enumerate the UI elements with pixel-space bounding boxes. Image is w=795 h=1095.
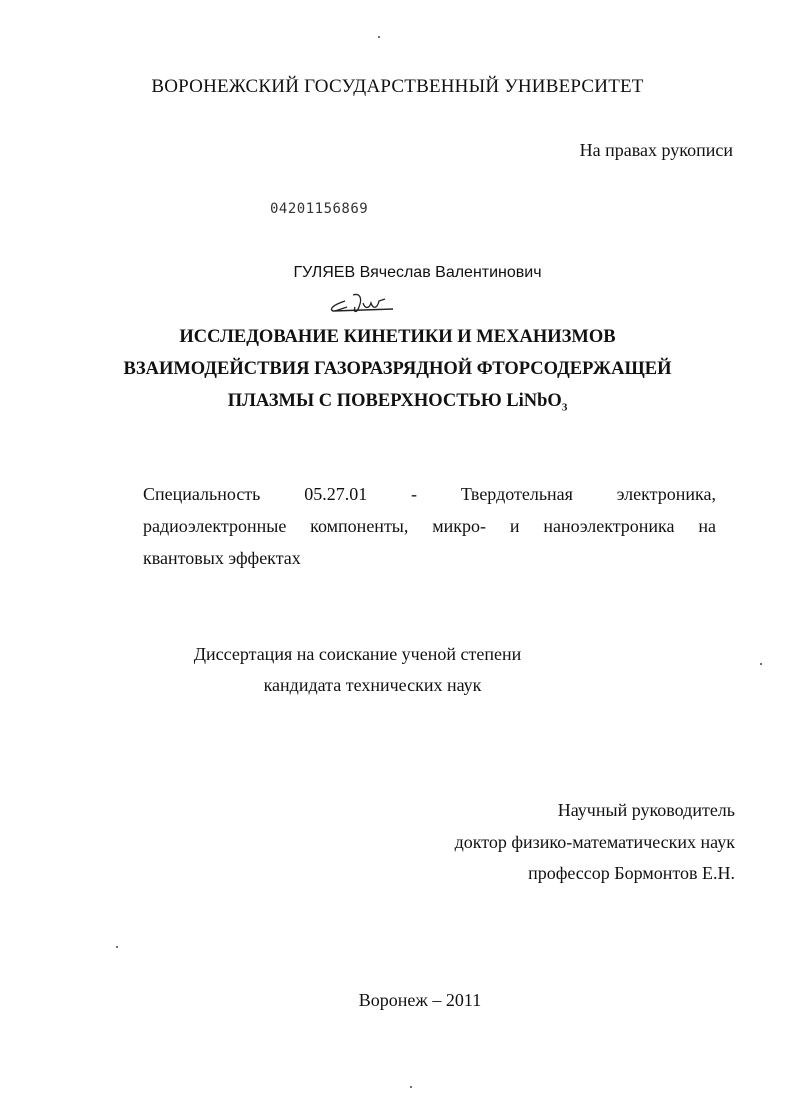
scan-speck <box>760 663 762 665</box>
dissertation-degree-line-2: кандидата технических наук <box>263 675 482 695</box>
specialty-line-2 <box>143 516 716 537</box>
thesis-title-line-1: ИССЛЕДОВАНИЕ КИНЕТИКИ И МЕХАНИЗМОВ <box>179 327 616 347</box>
specialty-word: наноэлектроника <box>543 516 675 536</box>
specialty-word: Специальность <box>143 484 261 504</box>
scan-speck <box>116 946 118 948</box>
specialty-line-3: квантовых эффектах <box>143 548 301 568</box>
dissertation-degree-line-1: Диссертация на соискание ученой степени <box>193 644 522 664</box>
city-year: Воронеж – 2011 <box>358 990 482 1010</box>
thesis-title-subscript: 3 <box>561 401 568 414</box>
author-name: ГУЛЯЕВ Вячеслав Валентинович <box>293 264 542 281</box>
thesis-title-line-3 <box>0 391 795 414</box>
thesis-title-line-3-text: ПЛАЗМЫ С ПОВЕРХНОСТЬЮ LiNbO <box>227 391 562 411</box>
supervisor-name: профессор Бормонтов Е.Н. <box>528 863 735 883</box>
specialty-word: Твердотельная <box>460 484 573 504</box>
scan-speck <box>378 36 380 38</box>
supervisor-label: Научный руководитель <box>557 800 735 820</box>
university-name: ВОРОНЕЖСКИЙ ГОСУДАРСТВЕННЫЙ УНИВЕРСИТЕТ <box>151 76 644 97</box>
specialty-word: микро- <box>432 516 487 536</box>
manuscript-rights-note: На правах рукописи <box>579 140 733 160</box>
specialty-word: на <box>698 516 716 536</box>
specialty-word: радиоэлектронные <box>143 516 287 536</box>
specialty-word: компоненты, <box>310 516 409 536</box>
registration-code: 04201156869 <box>270 201 369 217</box>
author-signature <box>323 289 403 319</box>
thesis-title-line-2: ВЗАИМОДЕЙСТВИЯ ГАЗОРАЗРЯДНОЙ ФТОРСОДЕРЖАЩЕЙ <box>123 359 672 379</box>
supervisor-degree: доктор физико-математических наук <box>454 832 735 852</box>
specialty-word: электроника, <box>616 484 716 504</box>
specialty-line-1 <box>143 484 716 505</box>
specialty-dash: - <box>411 484 418 504</box>
specialty-code: 05.27.01 <box>304 484 368 504</box>
scan-speck <box>410 1086 412 1088</box>
specialty-word: и <box>509 516 520 536</box>
